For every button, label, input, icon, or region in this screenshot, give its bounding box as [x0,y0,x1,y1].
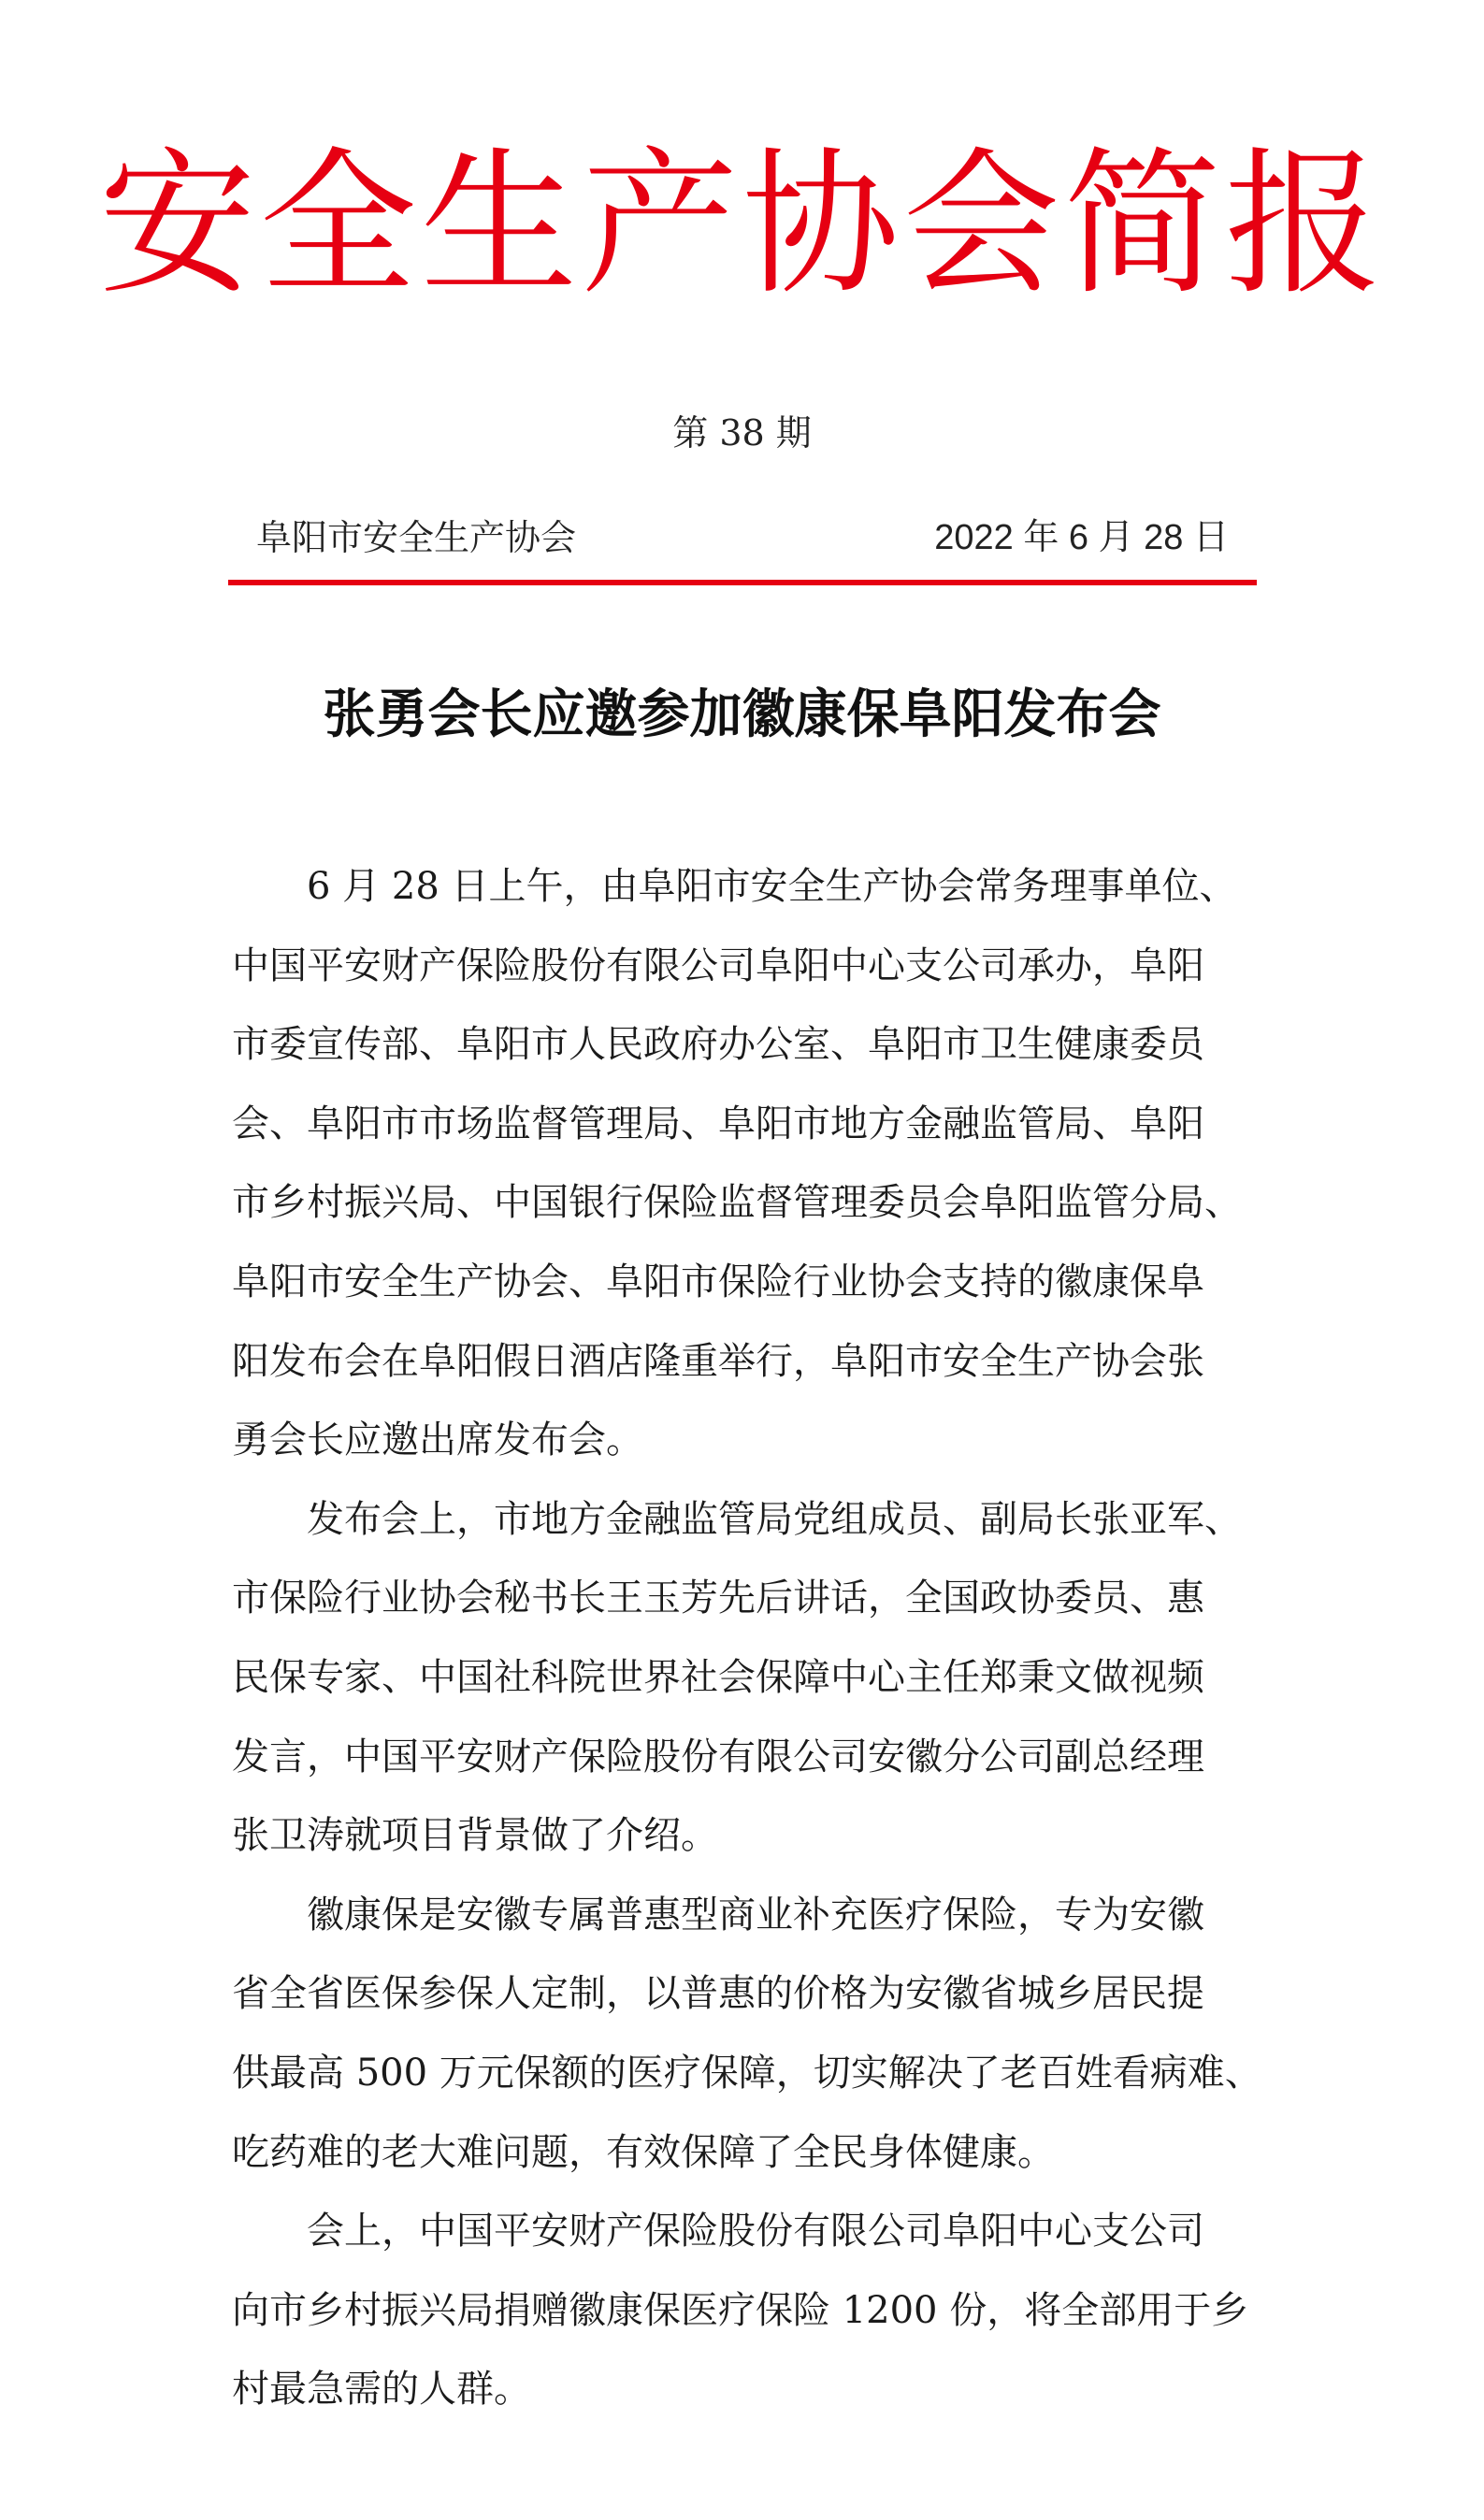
body-line: 吃药难的老大难问题，有效保障了全民身体健康。 [232,2130,1055,2174]
body-line: 发布会上，市地方金融监管局党组成员、副局长张亚军、 [307,1497,1242,1541]
body-line: 阜阳市安全生产协会、阜阳市保险行业协会支持的徽康保阜 [232,1260,1204,1303]
body-line: 会、阜阳市市场监督管理局、阜阳市地方金融监管局、阜阳 [232,1102,1204,1145]
masthead-title: 安全生产协会简报 [98,133,1386,316]
body-line: 省全省医保参保人定制，以普惠的价格为安徽省城乡居民提 [232,1972,1204,2016]
body-line: 会上，中国平安财产保险股份有限公司阜阳中心支公司 [307,2210,1204,2254]
body-line: 张卫涛就项目背景做了介绍。 [232,1814,718,1858]
body-line: 发言，中国平安财产保险股份有限公司安徽分公司副总经理 [232,1735,1204,1778]
article-title: 张勇会长应邀参加徽康保阜阳发布会 [323,684,1161,745]
body-line: 民保专家、中国社科院世界社会保障中心主任郑秉文做视频 [232,1655,1204,1699]
body-line: 供最高 500 万元保额的医疗保障，切实解决了老百姓看病难、 [232,2051,1262,2095]
body-line: 勇会长应邀出席发布会。 [232,1418,643,1462]
article-body [232,847,1317,2429]
body-line: 村最急需的人群。 [232,2368,531,2412]
body-line: 徽康保是安徽专属普惠型商业补充医疗保险，专为安徽 [307,1893,1204,1937]
publish-date: 2022 年 6 月 28 日 [934,518,1229,557]
body-line: 中国平安财产保险股份有限公司阜阳中心支公司承办，阜阳 [232,943,1204,987]
body-line: 市乡村振兴局、中国银行保险监督管理委员会阜阳监管分局、 [232,1181,1242,1225]
body-line: 市委宣传部、阜阳市人民政府办公室、阜阳市卫生健康委员 [232,1023,1204,1067]
publisher-name: 阜阳市安全生产协会 [256,517,577,558]
body-line: 市保险行业协会秘书长王玉芳先后讲话，全国政协委员、惠 [232,1577,1204,1620]
meta-row [228,514,1257,561]
body-line: 阳发布会在阜阳假日酒店隆重举行，阜阳市安全生产协会张 [232,1339,1204,1383]
body-line: 6 月 28 日上午，由阜阳市安全生产协会常务理事单位、 [307,865,1237,908]
body-line: 向市乡村振兴局捐赠徽康保医疗保险 1200 份，将全部用于乡 [232,2288,1249,2332]
red-divider [228,580,1257,585]
issue-number: 第 38 期 [672,412,812,454]
